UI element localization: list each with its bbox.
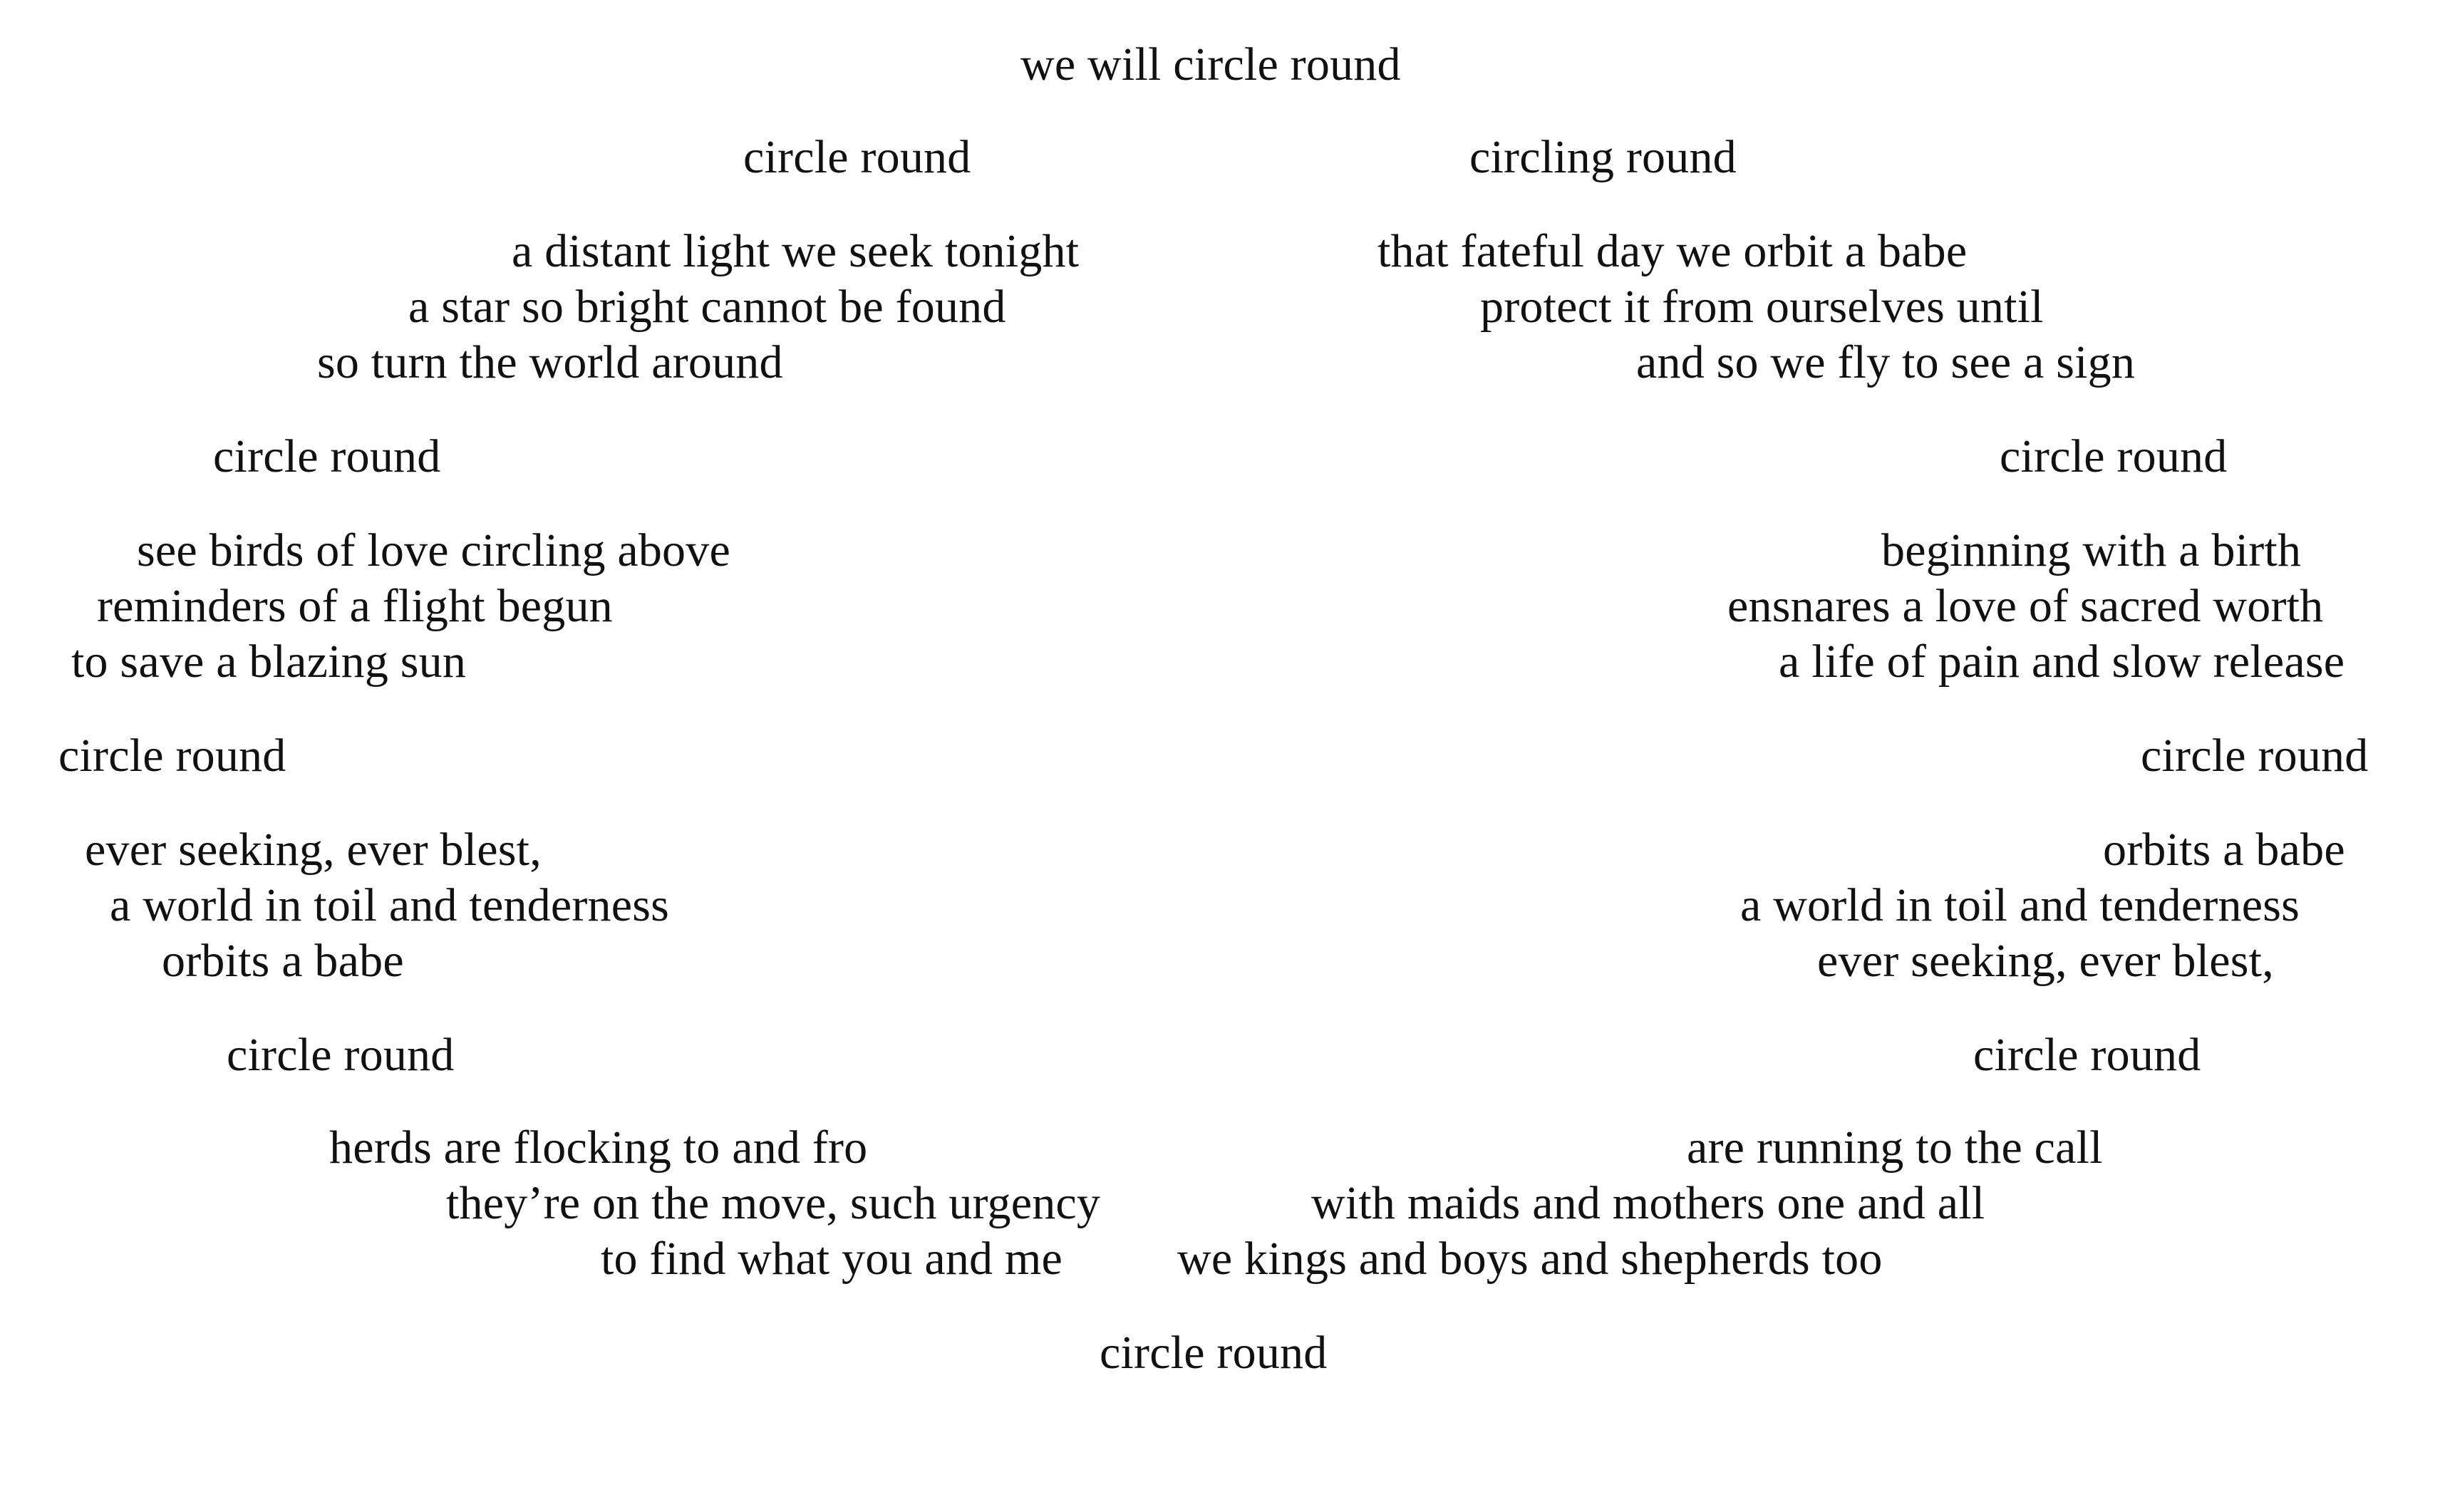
stanza-right-4-line-1: are running to the call bbox=[1687, 1122, 2103, 1174]
stanza-left-3-line-3: orbits a babe bbox=[162, 935, 404, 987]
stanza-right-2-line-3: a life of pain and slow release bbox=[1779, 636, 2345, 688]
stanza-left-2-line-2: reminders of a flight begun bbox=[97, 580, 613, 632]
stanza-right-2-line-1: beginning with a birth bbox=[1881, 524, 2302, 576]
stanza-left-4-line-2: they’re on the move, such urgency bbox=[446, 1177, 1101, 1229]
refrain-right-3: circle round bbox=[2141, 730, 2369, 782]
stanza-left-1-line-1: a distant light we seek tonight bbox=[512, 225, 1080, 277]
poem-closing-line: circle round bbox=[1100, 1327, 1328, 1379]
poem-title-line: we will circle round bbox=[1020, 38, 1401, 90]
refrain-left-3: circle round bbox=[58, 730, 286, 782]
stanza-left-4-line-1: herds are flocking to and fro bbox=[329, 1122, 868, 1174]
refrain-right-4: circle round bbox=[1973, 1029, 2201, 1081]
stanza-right-4-line-2: with maids and mothers one and all bbox=[1311, 1177, 1985, 1229]
refrain-right-2: circle round bbox=[2000, 430, 2228, 482]
stanza-left-3-line-2: a world in toil and tenderness bbox=[110, 879, 669, 931]
stanza-right-3-line-2: a world in toil and tenderness bbox=[1740, 879, 2300, 931]
refrain-left-2: circle round bbox=[213, 430, 441, 482]
refrain-top-left: circle round bbox=[743, 131, 971, 183]
stanza-right-1-line-3: and so we fly to see a sign bbox=[1636, 336, 2136, 388]
stanza-left-3-line-1: ever seeking, ever blest, bbox=[85, 824, 542, 876]
stanza-right-3-line-3: ever seeking, ever blest, bbox=[1817, 935, 2274, 987]
stanza-left-1-line-2: a star so bright cannot be found bbox=[408, 281, 1006, 333]
stanza-left-2-line-1: see birds of love circling above bbox=[137, 524, 730, 576]
refrain-left-4: circle round bbox=[227, 1029, 455, 1081]
stanza-left-1-line-3: so turn the world around bbox=[317, 336, 783, 388]
stanza-right-4-line-3: we kings and boys and shepherds too bbox=[1177, 1233, 1883, 1285]
stanza-right-1-line-2: protect it from ourselves until bbox=[1480, 281, 2044, 333]
stanza-left-2-line-3: to save a blazing sun bbox=[71, 636, 467, 688]
stanza-right-3-line-1: orbits a babe bbox=[2103, 824, 2345, 876]
stanza-left-4-line-3: to find what you and me bbox=[601, 1233, 1063, 1285]
stanza-right-1-line-1: that fateful day we orbit a babe bbox=[1377, 225, 1968, 277]
stanza-right-2-line-2: ensnares a love of sacred worth bbox=[1727, 580, 2324, 632]
refrain-top-right: circling round bbox=[1469, 131, 1737, 183]
